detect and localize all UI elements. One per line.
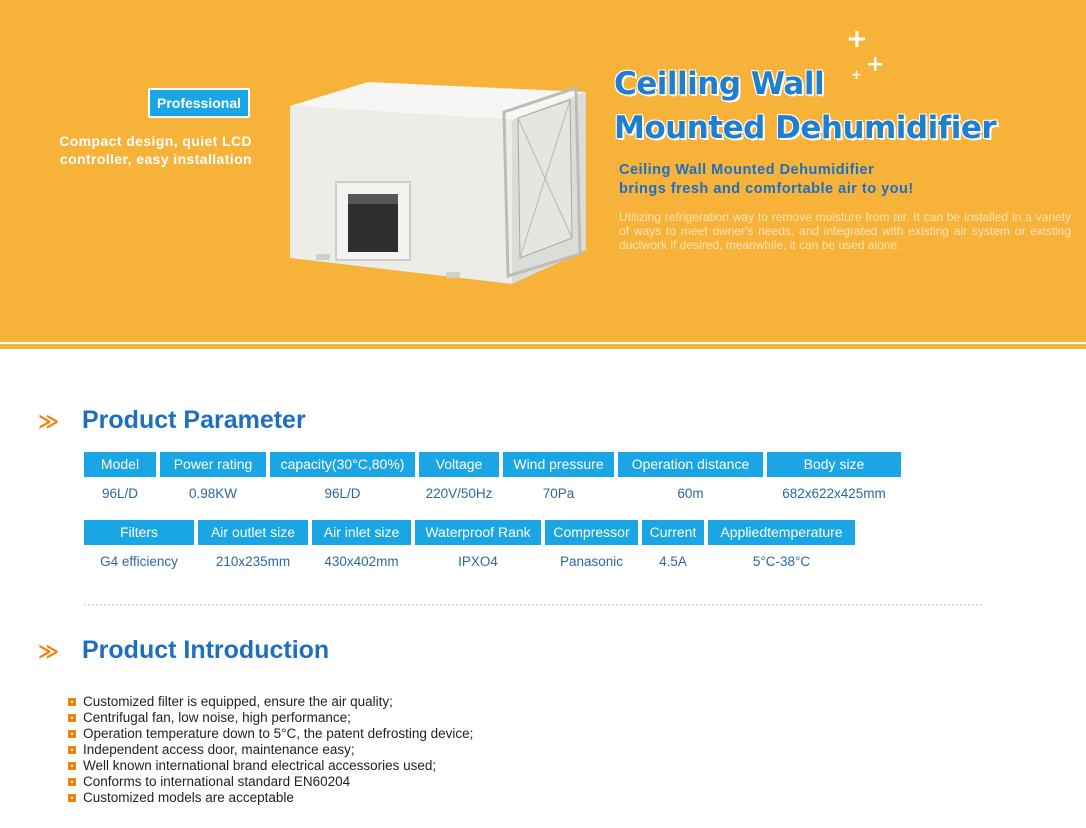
param-header: capacity(30°C,80%) (270, 452, 415, 477)
list-item-text: Independent access door, maintenance easy; (83, 742, 355, 757)
parameter-row-1 (84, 452, 905, 506)
param-value: 210x235mm (215, 554, 291, 569)
param-header: Current (642, 520, 704, 545)
list-item (68, 742, 473, 758)
param-header: Waterproof Rank (415, 520, 541, 545)
param-air-outlet-size (198, 520, 308, 574)
list-item-text: Conforms to international standard EN60204 (83, 774, 351, 789)
introduction-section-heading (38, 636, 329, 665)
param-header: Filters (84, 520, 194, 545)
param-filters (84, 520, 194, 574)
param-value: 4.5A (659, 554, 687, 569)
square-bullet-icon (68, 746, 76, 754)
param-header: Model (84, 452, 156, 477)
banner-title-line-2: Mounted Dehumidifier (614, 110, 997, 146)
param-value: G4 efficiency (100, 554, 178, 569)
param-air-inlet-size (312, 520, 411, 574)
parameter-section-title: Product Parameter (82, 406, 306, 434)
param-value: 0.98KW (188, 486, 238, 501)
list-item (68, 758, 473, 774)
banner-title-line-1: Ceilling Wall (614, 66, 825, 102)
banner-divider (0, 344, 1086, 349)
introduction-section-title: Product Introduction (82, 636, 330, 664)
param-value: Panasonic (559, 554, 624, 569)
param-compressor (545, 520, 638, 574)
square-bullet-icon (68, 794, 76, 802)
param-operation-distance (618, 452, 763, 506)
sparkle-plus-icon: + (866, 52, 885, 77)
param-value: 70Pa (542, 486, 575, 501)
param-voltage (419, 452, 499, 506)
banner-subtitle-line-1: Ceiling Wall Mounted Dehumidifier (619, 162, 875, 178)
param-wind-pressure (503, 452, 614, 506)
param-value: IPXO4 (458, 554, 498, 569)
double-arrow-icon: ≫ (38, 638, 59, 663)
sparkle-plus-icon: + (851, 68, 862, 83)
introduction-feature-list (68, 694, 473, 806)
param-value: 96L/D (101, 486, 139, 501)
param-power-rating (160, 452, 266, 506)
list-item (68, 694, 473, 710)
param-value: 682x622x425mm (782, 486, 886, 501)
professional-badge: Professional (148, 88, 250, 118)
list-item (68, 774, 473, 790)
list-item-text: Operation temperature down to 5°C, the patent defrosting device; (83, 726, 474, 741)
hero-banner (0, 0, 1086, 342)
param-value: 220V/50Hz (425, 486, 493, 501)
square-bullet-icon (68, 714, 76, 722)
param-header: Appliedtemperature (708, 520, 855, 545)
list-item-text: Well known international brand electrical accessories used; (83, 758, 437, 773)
param-applied-temperature (708, 520, 855, 574)
parameter-section-heading (38, 406, 306, 435)
list-item (68, 790, 473, 806)
square-bullet-icon (68, 762, 76, 770)
list-item-text: Centrifugal fan, low noise, high performance; (83, 710, 351, 725)
banner-description: Utilizing refrigeration way to remove moisture from air. It can be installed in a variety of ways to meet owner's needs, and integrated with existing air system or existing ductwork if desired, meanwhile, it can be used alone. (619, 210, 1071, 252)
param-header: Compressor (545, 520, 638, 545)
param-header: Voltage (419, 452, 499, 477)
param-value: 96L/D (324, 486, 361, 501)
list-item (68, 710, 473, 726)
dotted-divider (84, 604, 982, 606)
tagline-line-1: Compact design, quiet LCD (59, 133, 252, 149)
tagline-line-2: controller, easy installation (59, 151, 252, 167)
param-value: 5°C-38°C (752, 554, 811, 569)
list-item-text: Customized models are acceptable (83, 790, 294, 805)
param-value: 60m (677, 486, 704, 501)
param-header: Body size (767, 452, 901, 477)
banner-title (614, 62, 1074, 150)
param-value: 430x402mm (324, 554, 399, 569)
param-header: Power rating (160, 452, 266, 477)
param-header: Air outlet size (198, 520, 308, 545)
banner-subtitle-line-2: brings fresh and comfortable air to you! (619, 181, 914, 197)
dehumidifier-product-image (286, 78, 596, 288)
square-bullet-icon (68, 730, 76, 738)
param-header: Operation distance (618, 452, 763, 477)
sparkle-plus-icon: + (846, 24, 868, 54)
square-bullet-icon (68, 698, 76, 706)
list-item-text: Customized filter is equipped, ensure the air quality; (83, 694, 393, 709)
tagline (14, 132, 252, 168)
param-header: Air inlet size (312, 520, 411, 545)
square-bullet-icon (68, 778, 76, 786)
param-model (84, 452, 156, 506)
parameter-row-2 (84, 520, 859, 574)
param-body-size (767, 452, 901, 506)
banner-subtitle (619, 161, 1079, 199)
double-arrow-icon: ≫ (38, 408, 59, 433)
param-header: Wind pressure (503, 452, 614, 477)
param-capacity (270, 452, 415, 506)
list-item (68, 726, 473, 742)
param-waterproof-rank (415, 520, 541, 574)
param-current (642, 520, 704, 574)
